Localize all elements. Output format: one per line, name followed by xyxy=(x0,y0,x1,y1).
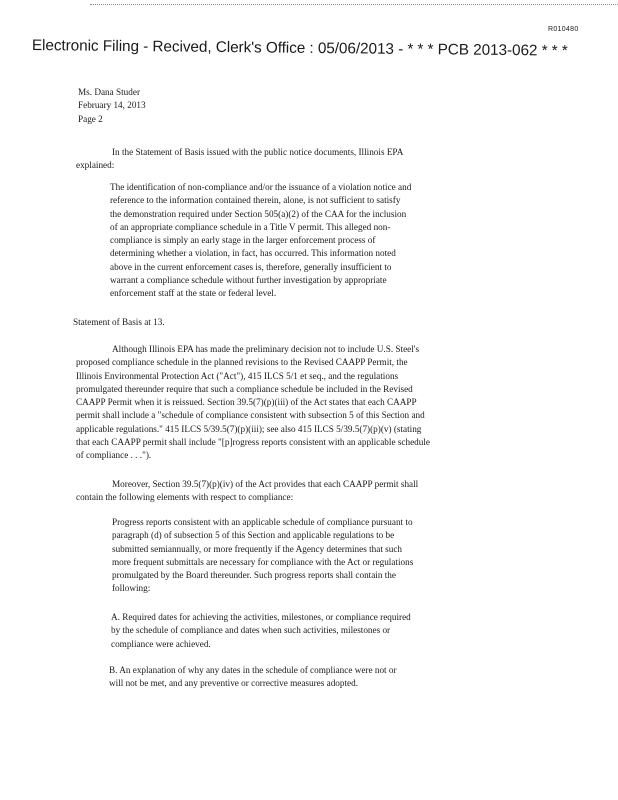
text-line: by the schedule of compliance and dates when such activities, milestones or xyxy=(111,625,391,636)
text-line: enforcement staff at the state or federal level. xyxy=(110,288,277,299)
text-line: promulgated thereunder require that such a compliance schedule be included in the Revised xyxy=(76,383,413,394)
text-line: promulgated by the Board thereunder. Such progress reports shall contain the xyxy=(112,570,396,581)
paragraph-compliance-schedule xyxy=(76,343,430,463)
text-line: of an appropriate compliance schedule in a Title V permit. This alleged non- xyxy=(110,221,391,232)
text-line: above in the current enforcement cases is, therefore, generally insufficient to xyxy=(110,261,392,272)
text-line: A. Required dates for achieving the activities, milestones, or compliance required xyxy=(111,612,411,622)
text-line: reference to the information contained therein, alone, is not sufficient to satisfy xyxy=(110,195,401,206)
text-line: Illinois Environmental Protection Act ("Act"), 415 ILCS 5/1 et seq., and the regulations xyxy=(76,370,399,381)
text-line: B. An explanation of why any dates in the schedule of compliance were not or xyxy=(109,665,397,675)
text-line: submitted semiannually, or more frequently if the Agency determines that such xyxy=(112,543,403,554)
text-line: Statement of Basis at 13. xyxy=(73,317,165,327)
text-line: compliance were achieved. xyxy=(111,638,211,649)
text-line: In the Statement of Basis issued with the public notice documents, Illinois EPA xyxy=(112,147,404,157)
text-line: permit shall include a "schedule of compliance consistent with subsection 5 of this Section and xyxy=(76,410,425,421)
text-line: compliance is simply an early stage in the larger enforcement process of xyxy=(110,235,376,246)
text-line: The identification of non-compliance and/or the issuance of a violation notice and xyxy=(110,182,412,192)
text-line: that each CAAPP permit shall include "[p]rogress reports consistent with an applicable schedule xyxy=(76,437,430,448)
block-quote-statement-of-basis xyxy=(110,181,411,301)
quote-item-a xyxy=(111,611,411,651)
statement-of-basis-citation xyxy=(73,316,165,329)
text-line: Although Illinois EPA has made the preliminary decision not to include U.S. Steel's xyxy=(112,344,420,354)
text-line: explained: xyxy=(76,160,115,171)
electronic-filing-stamp: Electronic Filing - Recived, Clerk's Office : 05/06/2013 - * * * PCB 2013-062 * * * xyxy=(31,37,568,60)
text-line: Progress reports consistent with an applicable schedule of compliance pursuant to xyxy=(112,517,413,527)
recipient-name: Ms. Dana Studer xyxy=(78,87,141,97)
text-line: contain the following elements with respect to compliance: xyxy=(76,492,294,503)
page-id-number: R010480 xyxy=(548,26,579,33)
text-line: following: xyxy=(112,583,151,594)
page-number: Page 2 xyxy=(78,113,103,124)
text-line: applicable regulations." 415 ILCS 5/39.5(7)(p)(iii); see also 415 ILCS 5/39.5(7)(p)(v) (stating xyxy=(76,423,422,434)
text-line: proposed compliance schedule in the planned revisions to the Revised CAAPP Permit, the xyxy=(76,357,408,368)
text-line: paragraph (d) of subsection 5 of this Section and applicable regulations to be xyxy=(112,530,395,541)
intro-paragraph xyxy=(76,146,403,173)
scan-top-edge xyxy=(90,4,618,5)
text-line: the demonstration required under Section 505(a)(2) of the CAA for the inclusion xyxy=(110,208,407,219)
block-quote-progress-reports xyxy=(112,516,413,596)
text-line: determining whether a violation, in fact, has occurred. This information noted xyxy=(110,248,396,259)
paragraph-section-39-5 xyxy=(76,478,418,505)
text-line: CAAPP Permit when it is reissued. Section 39.5(7)(p)(iii) of the Act states that each CAAPP xyxy=(76,397,417,408)
quote-item-b xyxy=(109,664,397,691)
text-line: of compliance . . ."). xyxy=(76,450,152,461)
text-line: Moreover, Section 39.5(7)(p)(iv) of the Act provides that each CAAPP permit shall xyxy=(112,479,419,489)
letter-address-block xyxy=(78,86,146,126)
text-line: warrant a compliance schedule without further investigation by appropriate xyxy=(110,275,387,286)
letter-date: February 14, 2013 xyxy=(78,100,146,111)
text-line: will not be met, and any preventive or corrective measures adopted. xyxy=(109,678,358,689)
text-line: more frequent submittals are necessary for compliance with the Act or regulations xyxy=(112,556,414,567)
